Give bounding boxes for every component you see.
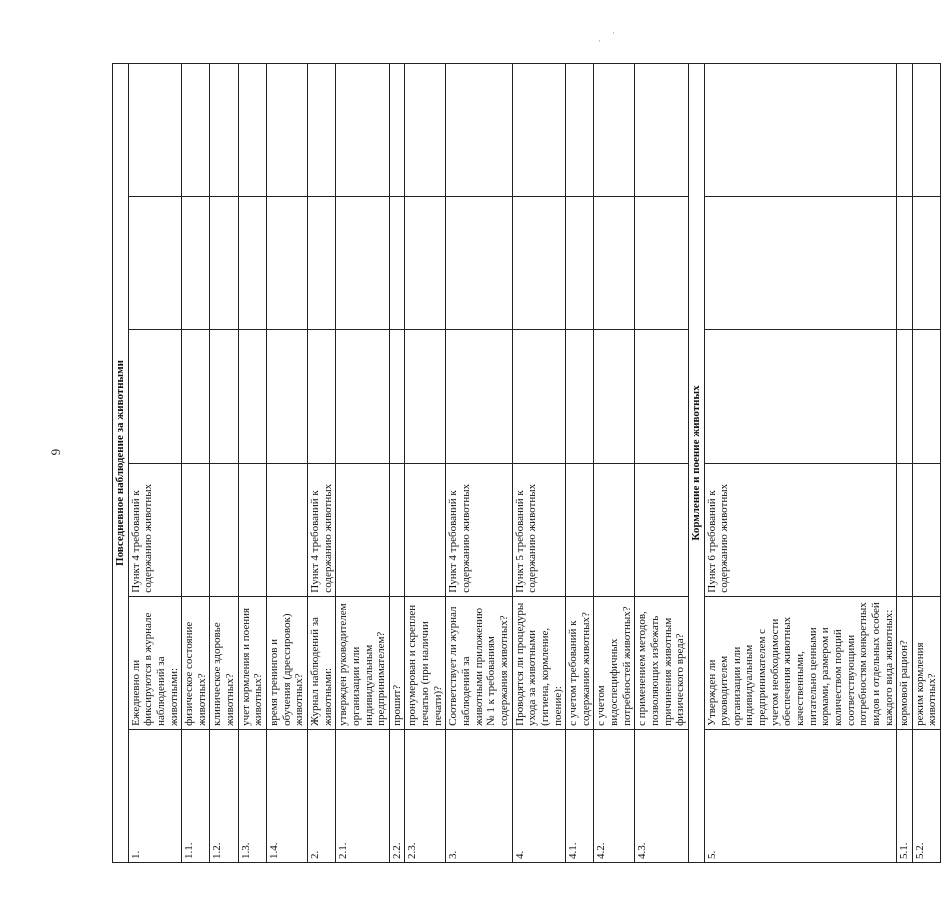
item-number: 4.3. [635,729,689,862]
answer-cell[interactable] [897,64,913,197]
table-row [210,64,238,863]
requirement-reference [336,463,390,596]
answer-cell[interactable] [912,64,940,197]
requirement-reference [405,463,446,596]
answer-cell[interactable] [512,197,566,330]
answer-cell[interactable] [128,330,182,463]
item-number: 1.4. [267,729,308,862]
section-header-row [688,64,704,863]
table-row [897,64,913,863]
requirement-reference [566,463,594,596]
scan-speck: · [598,36,601,46]
question-text: с учетом видоспецифичных потребностей животных? [594,596,635,729]
requirement-reference [594,463,635,596]
item-number: 5. [704,729,897,862]
answer-cell[interactable] [267,330,308,463]
question-text: с учетом требований к содержанию животных? [566,596,594,729]
answer-cell[interactable] [389,64,405,197]
answer-cell[interactable] [238,330,266,463]
answer-cell[interactable] [897,197,913,330]
table-row [704,64,897,863]
item-number: 1. [128,729,182,862]
question-text: Проводятся ли процедуры ухода за животными (гигиена, кормление, поение): [512,596,566,729]
item-number: 2. [307,729,335,862]
table-row [912,64,940,863]
question-text: пронумерован и скреплен печатью (при наличии печати)? [405,596,446,729]
answer-cell[interactable] [336,330,390,463]
answer-cell[interactable] [594,64,635,197]
answer-cell[interactable] [897,330,913,463]
answer-cell[interactable] [704,330,897,463]
question-text: режим кормления животных? [912,596,940,729]
table-row [389,64,405,863]
table-row [307,64,335,863]
item-number: 1.1. [182,729,210,862]
question-text: утвержден руководителем организации или индивидуальным предпринимателем? [336,596,390,729]
answer-cell[interactable] [635,330,689,463]
item-number: 2.1. [336,729,390,862]
requirement-reference: Пункт 4 требований к содержанию животных [307,463,335,596]
answer-cell[interactable] [446,64,512,197]
answer-cell[interactable] [307,197,335,330]
answer-cell[interactable] [594,330,635,463]
item-number: 4.1. [566,729,594,862]
answer-cell[interactable] [912,330,940,463]
answer-cell[interactable] [405,330,446,463]
requirement-reference [210,463,238,596]
answer-cell[interactable] [210,330,238,463]
requirement-reference: Пункт 5 требований к содержанию животных [512,463,566,596]
question-text: Журнал наблюдений за животными: [307,596,335,729]
requirement-reference: Пункт 6 требований к содержанию животных [704,463,897,596]
answer-cell[interactable] [238,197,266,330]
requirement-reference [238,463,266,596]
answer-cell[interactable] [635,197,689,330]
requirement-reference [897,463,913,596]
answer-cell[interactable] [307,330,335,463]
table-row [182,64,210,863]
answer-cell[interactable] [210,197,238,330]
answer-cell[interactable] [389,197,405,330]
answer-cell[interactable] [267,197,308,330]
answer-cell[interactable] [512,330,566,463]
answer-cell[interactable] [336,64,390,197]
table-row [336,64,390,863]
item-number: 4.2. [594,729,635,862]
item-number: 2.3. [405,729,446,862]
table-row [512,64,566,863]
answer-cell[interactable] [389,330,405,463]
item-number: 1.3. [238,729,266,862]
answer-cell[interactable] [446,330,512,463]
answer-cell[interactable] [128,197,182,330]
table-row [405,64,446,863]
requirement-reference: Пункт 4 требований к содержанию животных [446,463,512,596]
scan-speck: · [612,28,615,38]
table-row [446,64,512,863]
question-text: Ежедневно ли фиксируются в журнале наблюдений за животными: [128,596,182,729]
item-number: 1.2. [210,729,238,862]
section-header-row [113,64,129,863]
item-number: 3. [446,729,512,862]
requirement-reference [635,463,689,596]
answer-cell[interactable] [182,64,210,197]
answer-cell[interactable] [566,64,594,197]
table-row [128,64,182,863]
question-text: Утвержден ли руководителем организации или индивидуальным предпринимателем с учетом необходимости обеспечения животных качественными, питательно ценными кормами, размером и количеством порций соответствующими потребностям конкретных видов и отдельных особей каждого вида животных: [704,596,897,729]
answer-cell[interactable] [128,64,182,197]
answer-cell[interactable] [182,197,210,330]
requirement-reference [389,463,405,596]
question-text: учет кормления и поения животных? [238,596,266,729]
answer-cell[interactable] [566,197,594,330]
question-text: прошит? [389,596,405,729]
checklist-sheet [112,63,939,863]
answer-cell[interactable] [267,64,308,197]
item-number: 5.2. [912,729,940,862]
answer-cell[interactable] [210,64,238,197]
table-row [635,64,689,863]
answer-cell[interactable] [307,64,335,197]
section-title: Кормление и поение животных [688,64,704,863]
question-text: время тренингов и обучения (дрессировок) животных? [267,596,308,729]
answer-cell[interactable] [446,197,512,330]
answer-cell[interactable] [336,197,390,330]
table-row [267,64,308,863]
answer-cell[interactable] [238,64,266,197]
requirement-reference [912,463,940,596]
requirement-reference [267,463,308,596]
item-number: 5.1. [897,729,913,862]
item-number: 2.2. [389,729,405,862]
answer-cell[interactable] [912,197,940,330]
question-text: Соответствует ли журнал наблюдений за животными приложению № 1 к требованиям содержания животных? [446,596,512,729]
answer-cell[interactable] [635,64,689,197]
table-row [238,64,266,863]
checklist-table [112,63,941,863]
answer-cell[interactable] [405,197,446,330]
requirement-reference: Пункт 4 требований к содержанию животных [128,463,182,596]
answer-cell[interactable] [405,64,446,197]
section-title: Повседневное наблюдение за животными [113,64,129,863]
question-text: клиническое здоровье животных? [210,596,238,729]
answer-cell[interactable] [566,330,594,463]
answer-cell[interactable] [594,197,635,330]
answer-cell[interactable] [704,64,897,197]
item-number: 4. [512,729,566,862]
requirement-reference [182,463,210,596]
table-row [566,64,594,863]
question-text: физическое состояние животных? [182,596,210,729]
answer-cell[interactable] [704,197,897,330]
question-text: кормовой рацион? [897,596,913,729]
page-number: 6 [48,448,64,456]
answer-cell[interactable] [182,330,210,463]
answer-cell[interactable] [512,64,566,197]
question-text: с применением методов, позволяющих избежать причинения животным физического вреда? [635,596,689,729]
table-row [594,64,635,863]
